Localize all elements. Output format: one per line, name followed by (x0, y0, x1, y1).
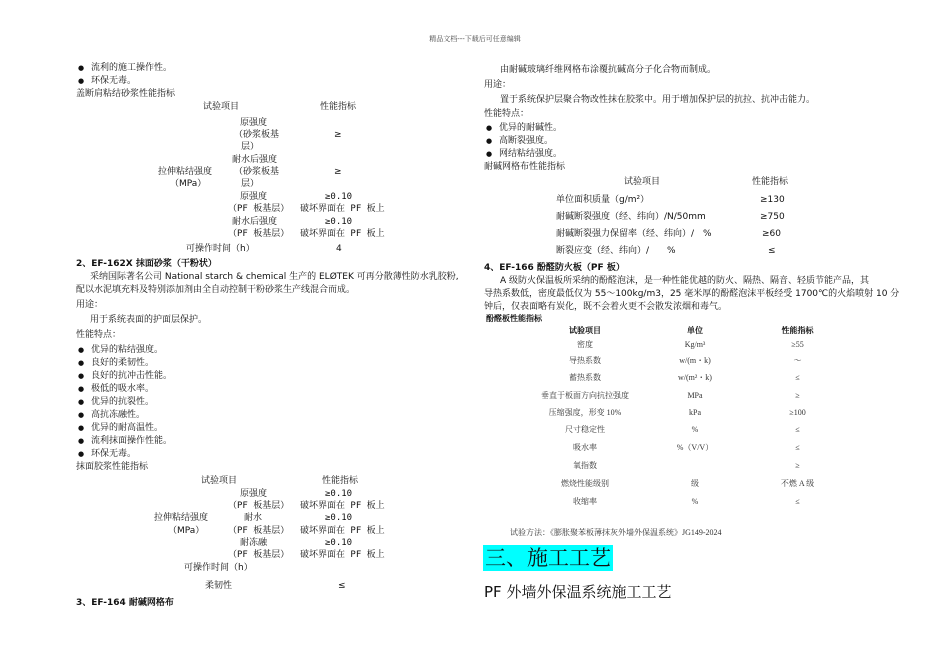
table-cell: ≤ (795, 497, 800, 506)
table-cell: 层） (241, 179, 260, 189)
table-cell: ≥ (795, 391, 800, 400)
table-header-index: 性能指标 (781, 326, 814, 335)
table-header-item: 试验项目 (624, 177, 661, 187)
table-cell: 破坏界面在 PF 板上 (300, 204, 385, 214)
table-cell: ≥60 (762, 229, 781, 239)
table-cell: （PF 板基层） (228, 204, 290, 214)
table-cell: （PF 板基层） (228, 526, 290, 536)
table-header-unit: 单位 (687, 326, 703, 335)
table-cell: 破坏界面在 PF 板上 (300, 526, 385, 536)
paragraph: 导热系数低，密度最低仅为 55～100kg/m3，25 毫米厚的酚醛泡沫平板经受 1700℃的火焰喷射 10 分 (484, 289, 900, 299)
paragraph: 采纳国际著名公司 National starch & chemical 生产的 ELØTEK 可再分散薄性防水乳胶粉, (90, 272, 459, 282)
table-cell: ≥0.10 (325, 538, 353, 548)
feature-label: 性能特点： (484, 109, 530, 119)
table-cell: ≥0.10 (325, 192, 353, 202)
table-cell: ≤ (795, 425, 800, 434)
table-title: 盖断肩粘结砂浆性能指标 (76, 89, 176, 99)
table-cell: 垂直于板面方向抗拉强度 (541, 391, 629, 400)
table-cell: 尺寸稳定性 (565, 425, 605, 434)
table-cell: 原强度 (240, 118, 268, 128)
table-cell: 耐水后强度 (232, 217, 278, 227)
table-cell: ≤ (795, 443, 800, 452)
table-cell: MPa (687, 391, 703, 400)
feature-label: 性能特点： (76, 330, 122, 340)
table-cell: %（V/V） (676, 443, 714, 452)
section-heading: 三、施工工艺 (485, 546, 611, 570)
table-cell: ≥ (334, 167, 342, 177)
table-cell: 不燃 A 级 (780, 479, 815, 488)
bullet-item: ● 流利的施工操作性。 (78, 62, 172, 74)
feature-item: ● 网结粘结强度。 (486, 148, 562, 160)
table-cell: % (691, 425, 699, 434)
table-cell: 层） (241, 142, 260, 152)
use-text: 置于系统保护层聚合物改性抹在胶浆中。用于增加保护层的抗拉、抗冲击能力。 (500, 95, 816, 105)
table-cell: ≥0.10 (325, 489, 353, 499)
table-cell: ≤ (768, 246, 776, 256)
table-cell: 破坏界面在 PF 板上 (300, 550, 385, 560)
table-cell: 破坏界面在 PF 板上 (300, 501, 385, 511)
paragraph: 由耐碱玻璃纤维网格布涂覆抗碱高分子化合物而制成。 (500, 65, 717, 75)
table-cell: ≤ (795, 373, 800, 382)
feature-item: ● 良好的柔韧性。 (78, 357, 154, 369)
feature-item: ● 流利抹面操作性能。 (78, 435, 172, 447)
table-operable-value: 4 (336, 244, 342, 254)
use-text: 用于系统表面的护面层保护。 (90, 315, 208, 325)
table-cell: 耐碱断裂强力保留率（经、纬向）/ % (556, 229, 712, 239)
table-operable-label: 可操作时间（h） (186, 244, 255, 254)
feature-item: ● 高断裂强度。 (486, 135, 553, 147)
table-cell: 原强度 (240, 489, 268, 499)
table-cell: 耐冻融 (240, 538, 268, 548)
use-label: 用途： (484, 80, 512, 90)
table-cell: （PF 板基层） (228, 501, 290, 511)
table-cell: 吸水率 (573, 443, 597, 452)
use-label: 用途： (76, 300, 104, 310)
page-header: 精品文档---下载后可任意编辑 (429, 35, 521, 43)
section-3-title: 3、EF-164 耐碱网格布 (76, 598, 174, 608)
feature-item: ● 极低的吸水率。 (78, 383, 154, 395)
table-cell: 密度 (577, 340, 593, 349)
table-header-index: 性能指标 (752, 177, 789, 187)
table-cell: （砂浆板基 (234, 167, 280, 177)
table-cell: ≥ (334, 130, 342, 140)
table-cell: ≥100 (789, 408, 806, 417)
table-cell: 耐水 (244, 513, 263, 523)
table-cell: 断裂应变（经、纬向）/ % (556, 246, 676, 256)
table-cell: 收缩率 (573, 497, 597, 506)
table-title: 酚醛板性能指标 (486, 314, 542, 323)
feature-item: ● 优异的粘结强度。 (78, 344, 163, 356)
table-header-item: 试验项目 (201, 476, 238, 486)
table-cell: w/(m²・k) (678, 373, 712, 382)
sub-heading: PF 外墙外保温系统施工工艺 (484, 583, 672, 601)
table-flex-value: ≤ (338, 581, 346, 591)
table-cell: Kg/m³ (684, 340, 706, 349)
feature-item: ● 优异的耐碱性。 (486, 122, 562, 134)
table-header-index: 性能指标 (322, 476, 359, 486)
table-title: 耐碱网格布性能指标 (484, 162, 566, 172)
table-cell: 氧指数 (573, 461, 597, 470)
table-cell: w/(m・k) (679, 356, 711, 365)
table-operable-label: 可操作时间（h） (184, 563, 253, 573)
table-cell: ≥0.10 (325, 217, 353, 227)
table-header-item: 试验项目 (203, 102, 240, 112)
table-cell: % (691, 497, 699, 506)
table-cell: 耐水后强度 (232, 155, 278, 165)
table-cell: ≥750 (760, 212, 785, 222)
table-cell: ≥0.10 (325, 513, 353, 523)
section-4-title: 4、EF-166 酚醛防火板（PF 板） (484, 263, 625, 273)
table-cell: 级 (691, 479, 699, 488)
feature-item: ● 环保无毒。 (78, 448, 136, 460)
table-cell: 燃烧性能级别 (561, 479, 609, 488)
paragraph: A 级防火保温板所采纳的酚醛泡沫，是一种性能优越的防火、隔热、隔音、轻质节能产品，其 (500, 276, 870, 286)
table-cell: 导热系数 (569, 356, 601, 365)
table-cell: 耐碱断裂强度（经、纬向）/N/50mm (556, 212, 706, 222)
feature-item: ● 高抗冻融性。 (78, 409, 145, 421)
table-cell: （PF 板基层） (228, 550, 290, 560)
feature-item: ● 良好的抗冲击性能。 (78, 370, 172, 382)
bullet-item: ● 环保无毒。 (78, 75, 136, 87)
table-cell: ≥ (795, 461, 800, 470)
table-group-label: （MPa） (168, 526, 205, 536)
table-cell: 破坏界面在 PF 板上 (300, 229, 385, 239)
paragraph: 钟后，仅表面略有炭化，既不会着火更不会散发浓烟和毒气。 (484, 302, 728, 312)
table-cell: （PF 板基层） (228, 229, 290, 239)
table-cell: 原强度 (240, 192, 268, 202)
table-group-label: 拉伸粘结强度 (158, 167, 213, 177)
table-header-item: 试验项目 (569, 326, 601, 335)
table-cell: 单位面积质量（g/m²） (556, 195, 650, 205)
table-group-label: （MPa） (170, 179, 207, 189)
table-cell: ～ (793, 356, 802, 365)
paragraph: 配以水泥填充料及特别添加剂由全自动控制干粉砂浆生产线混合而成。 (76, 285, 356, 295)
table-flex-label: 柔韧性 (205, 581, 233, 591)
table-header-index: 性能指标 (320, 102, 357, 112)
test-method: 试验方法：《膨胀聚苯板薄抹灰外墙外保温系统》JG149-2024 (510, 528, 722, 537)
table-cell: 压缩强度，形变 10% (548, 408, 622, 417)
table-cell: ≥55 (791, 340, 804, 349)
section-2-title: 2、EF-162X 抹面砂浆（干粉状） (76, 259, 217, 269)
table-cell: （砂浆板基 (234, 130, 280, 140)
table-title: 抹面胶浆性能指标 (76, 462, 149, 472)
feature-item: ● 优异的耐高温性。 (78, 422, 163, 434)
table-cell: 蓄热系数 (569, 373, 601, 382)
table-cell: ≥130 (760, 195, 785, 205)
table-group-label: 拉伸粘结强度 (154, 513, 209, 523)
table-cell: kPa (689, 408, 701, 417)
feature-item: ● 优异的抗裂性。 (78, 396, 154, 408)
